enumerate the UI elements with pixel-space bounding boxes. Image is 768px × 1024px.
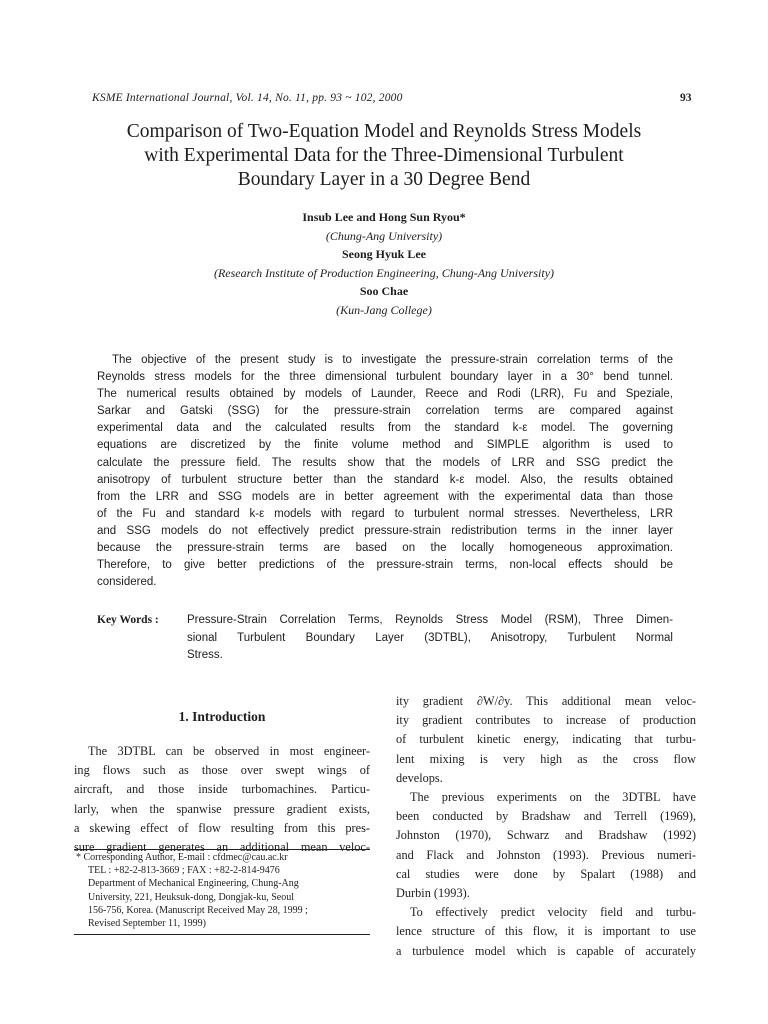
footnote-end-rule — [74, 934, 370, 935]
body-line: and Flack and Johnston (1993). Previous numeri- — [396, 847, 696, 862]
abstract-line: The numerical results obtained by models of Launder, Reece and Rodi (LRR), Fu and Speziale, — [97, 388, 673, 401]
section-heading: 1. Introduction — [178, 709, 266, 724]
abstract-line: calculate the pressure field. The results show that the models of LRR and SSG predict the — [97, 456, 673, 469]
body-line: been conducted by Bradshaw and Terrell (1969), — [396, 809, 696, 824]
body-line: of turbulent kinetic energy, indicating that turbu- — [396, 732, 696, 747]
body-line: larly, when the spanwise pressure gradient exists, — [74, 801, 370, 816]
footnote-divider — [74, 849, 370, 850]
abstract-line: anisotropy of turbulent structure better than the standard k-ε model. Also, the results obtained — [97, 473, 673, 486]
abstract-line: experimental data and the calculated results from the standard k-ε model. The governing — [97, 422, 673, 435]
abstract-line: Sarkar and Gatski (SSG) for the pressure-strain correlation terms are compared against — [97, 405, 673, 418]
author-block — [100, 208, 668, 319]
abstract-line: equations are discretized by the finite volume method and SIMPLE algorithm is used to — [97, 439, 673, 452]
footnote-address: Revised September 11, 1999) — [88, 918, 206, 930]
title-line: Comparison of Two-Equation Model and Reynolds Stress Models — [126, 121, 642, 142]
author-affiliation: (Kun-Jang College) — [336, 302, 432, 317]
footnote — [76, 851, 368, 930]
abstract-line: Therefore, to give better predictions of the pressure-strain terms, non-local effects should be — [97, 559, 673, 572]
author-affiliation: (Research Institute of Production Engineering, Chung-Ang University) — [213, 265, 555, 280]
body-line: ity gradient ∂W/∂y. This additional mean veloc- — [396, 694, 696, 708]
keywords-line: Pressure-Strain Correlation Terms, Reynolds Stress Model (RSM), Three Dimen- — [187, 614, 673, 626]
author-name: Insub Lee and Hong Sun Ryou* — [302, 210, 466, 224]
body-line: The 3DTBL can be observed in most engineer- — [88, 744, 370, 758]
footnote-corresponding: * Corresponding Author, E-mail : cfdmec@cau.ac.kr — [76, 852, 288, 863]
abstract-line: The objective of the present study is to investigate the pressure-strain correlation terms of the — [112, 354, 673, 366]
abstract-line: from the LRR and SSG models are in better agreement with the experimental data than those — [97, 490, 673, 503]
footnote-contact: TEL : +82-2-813-3669 ; FAX : +82-2-814-9476 — [88, 865, 280, 877]
abstract-line: of the Fu and standard k-ε models with regard to turbulent normal stresses. Nevertheless, LRR — [97, 507, 673, 520]
paper-title — [60, 120, 708, 192]
abstract-line: and SSG models do not effectively predict pressure-strain redistribution terms in the inner layer — [97, 524, 673, 537]
keywords-text — [187, 612, 673, 665]
title-line: Boundary Layer in a 30 Degree Bend — [237, 169, 531, 190]
page-number: 93 — [680, 92, 692, 104]
body-line: The previous experiments on the 3DTBL have — [410, 790, 696, 805]
footnote-address: 156-756, Korea. (Manuscript Received May 28, 1999 ; — [88, 904, 308, 916]
body-line: cal studies were done by Spalart (1988) and — [396, 866, 696, 881]
right-column-text — [396, 692, 696, 961]
body-line: ity gradient contributes to increase of production — [396, 713, 696, 728]
body-line: lent mixing is very high as the cross flow — [396, 751, 696, 766]
abstract-line: because the pressure-strain terms are based on the locally homogeneous approximation. — [97, 542, 673, 555]
title-line: with Experimental Data for the Three-Dimensional Turbulent — [144, 145, 624, 166]
body-line: a turbulence model which is capable of accurately — [396, 943, 696, 958]
footnote-address: University, 221, Heuksuk-dong, Dongjak-ku, Seoul — [88, 891, 294, 903]
keywords-line: sional Turbulent Boundary Layer (3DTBL), Anisotropy, Turbulent Normal — [187, 631, 673, 644]
body-line: a skewing effect of flow resulting from this pres- — [74, 820, 370, 835]
body-line: lence structure of this flow, it is important to use — [396, 924, 696, 939]
author-affiliation: (Chung-Ang University) — [325, 228, 443, 243]
body-line: sure gradient generates an additional mean veloc- — [74, 840, 370, 855]
body-line: Johnston (1970), Schwarz and Bradshaw (1992) — [396, 828, 696, 843]
body-line: aircraft, and those inside turbomachines. Particu- — [74, 782, 370, 797]
abstract-line: Reynolds stress models for the three dimensional turbulent boundary layer in a 30° bend tunnel. — [97, 371, 673, 384]
left-column-text — [74, 742, 370, 857]
author-name: Seong Hyuk Lee — [341, 247, 426, 261]
keywords-line: Stress. — [187, 649, 223, 661]
abstract-line: considered. — [97, 576, 157, 589]
keywords-label: Key Words : — [97, 614, 159, 626]
footnote-address: Department of Mechanical Engineering, Chung-Ang — [88, 878, 299, 890]
body-line: ing flows such as those over swept wings of — [74, 763, 370, 778]
abstract — [97, 352, 673, 591]
author-name: Soo Chae — [359, 284, 409, 298]
body-line: To effectively predict velocity field and turbu- — [410, 905, 696, 920]
body-line: develops. — [396, 770, 443, 785]
running-head: KSME International Journal, Vol. 14, No. 11, pp. 93 ~ 102, 2000 — [92, 92, 403, 104]
body-line: Durbin (1993). — [396, 886, 470, 901]
